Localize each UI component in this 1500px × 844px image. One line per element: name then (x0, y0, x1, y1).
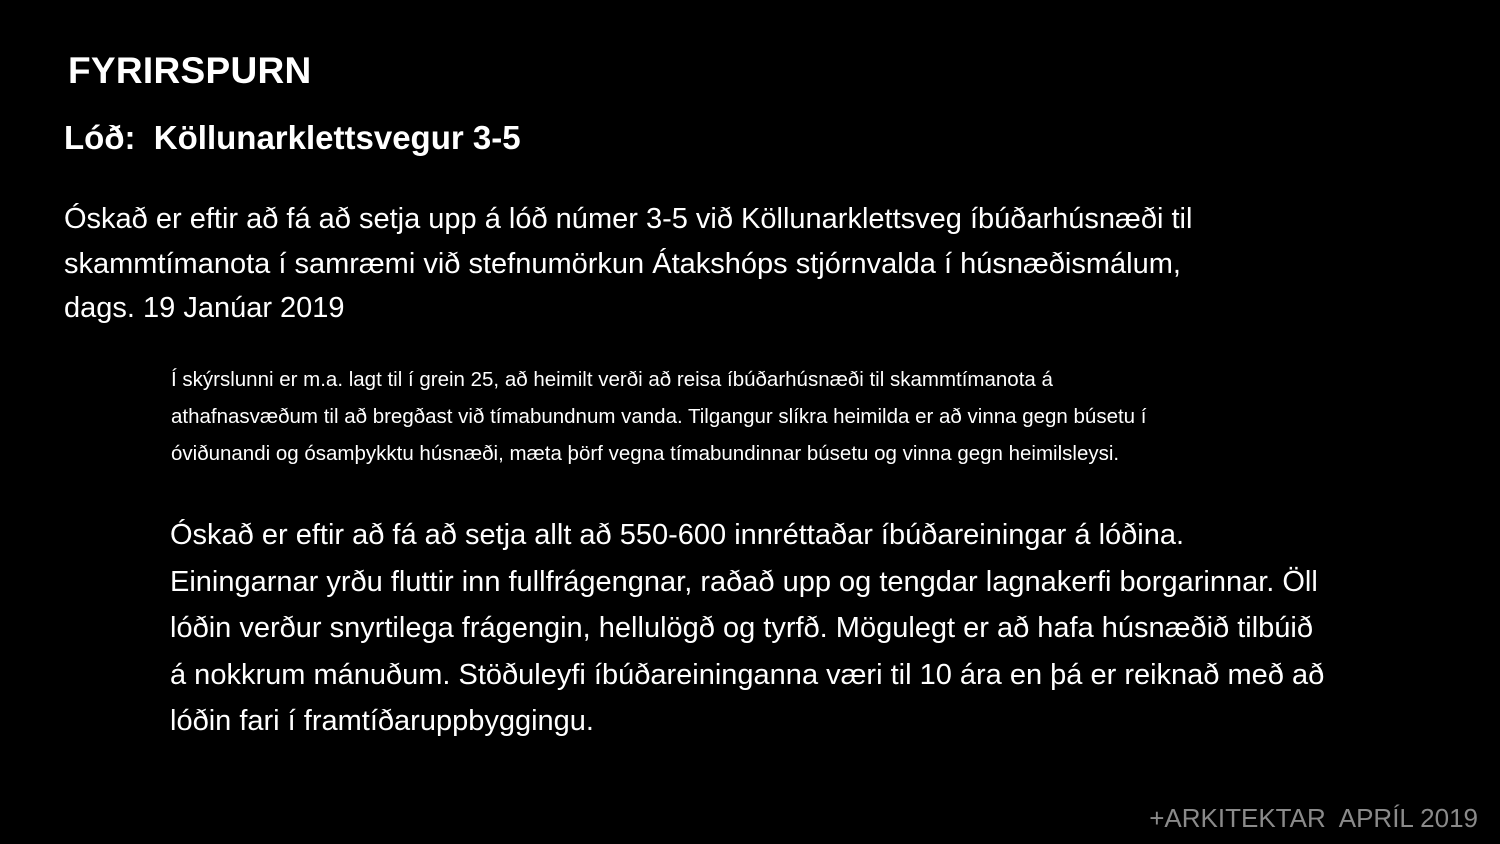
request-line: lóðin verður snyrtilega frágengin, hellulögð og tyrfð. Mögulegt er að hafa húsnæðið tilbúið (170, 612, 1313, 644)
intro-paragraph (64, 197, 1394, 331)
request-line: Einingarnar yrðu fluttir inn fullfrágengnar, raðað upp og tengdar lagnakerfi borgarinnar. Öll (170, 565, 1318, 598)
intro-line: skammtímanota í samræmi við stefnumörkun Átakshóps stjórnvalda í húsnæðismálum, (64, 247, 1181, 280)
slide-title: FYRIRSPURN (68, 50, 312, 91)
lot-heading: Lóð: Köllunarklettsvegur 3-5 (64, 119, 521, 156)
footer-credit: +ARKITEKTAR APRÍL 2019 (1149, 803, 1478, 833)
quote-line: óviðunandi og ósamþykktu húsnæði, mæta þörf vegna tímabundinnar búsetu og vinna gegn heimilsleysi. (171, 442, 1120, 465)
intro-line: dags. 19 Janúar 2019 (64, 292, 345, 324)
request-line: Óskað er eftir að fá að setja allt að 550-600 innréttaðar íbúðareiningar á lóðina. (170, 519, 1185, 551)
intro-line: Óskað er eftir að fá að setja upp á lóð númer 3-5 við Köllunarklettsveg íbúðarhúsnæði til (64, 203, 1193, 235)
request-paragraph (170, 512, 1430, 745)
quote-line: athafnasvæðum til að bregðast við tímabundnum vanda. Tilgangur slíkra heimilda er að vinna gegn búsetu í (171, 405, 1147, 428)
quote-line: Í skýrslunni er m.a. lagt til í grein 25, að heimilt verði að reisa íbúðarhúsnæði til skammtímanota á (171, 368, 1053, 391)
quoted-report-paragraph (171, 361, 1391, 472)
request-line: lóðin fari í framtíðaruppbyggingu. (170, 705, 594, 737)
request-line: á nokkrum mánuðum. Stöðuleyfi íbúðareininganna væri til 10 ára en þá er reiknað með að (170, 658, 1325, 691)
